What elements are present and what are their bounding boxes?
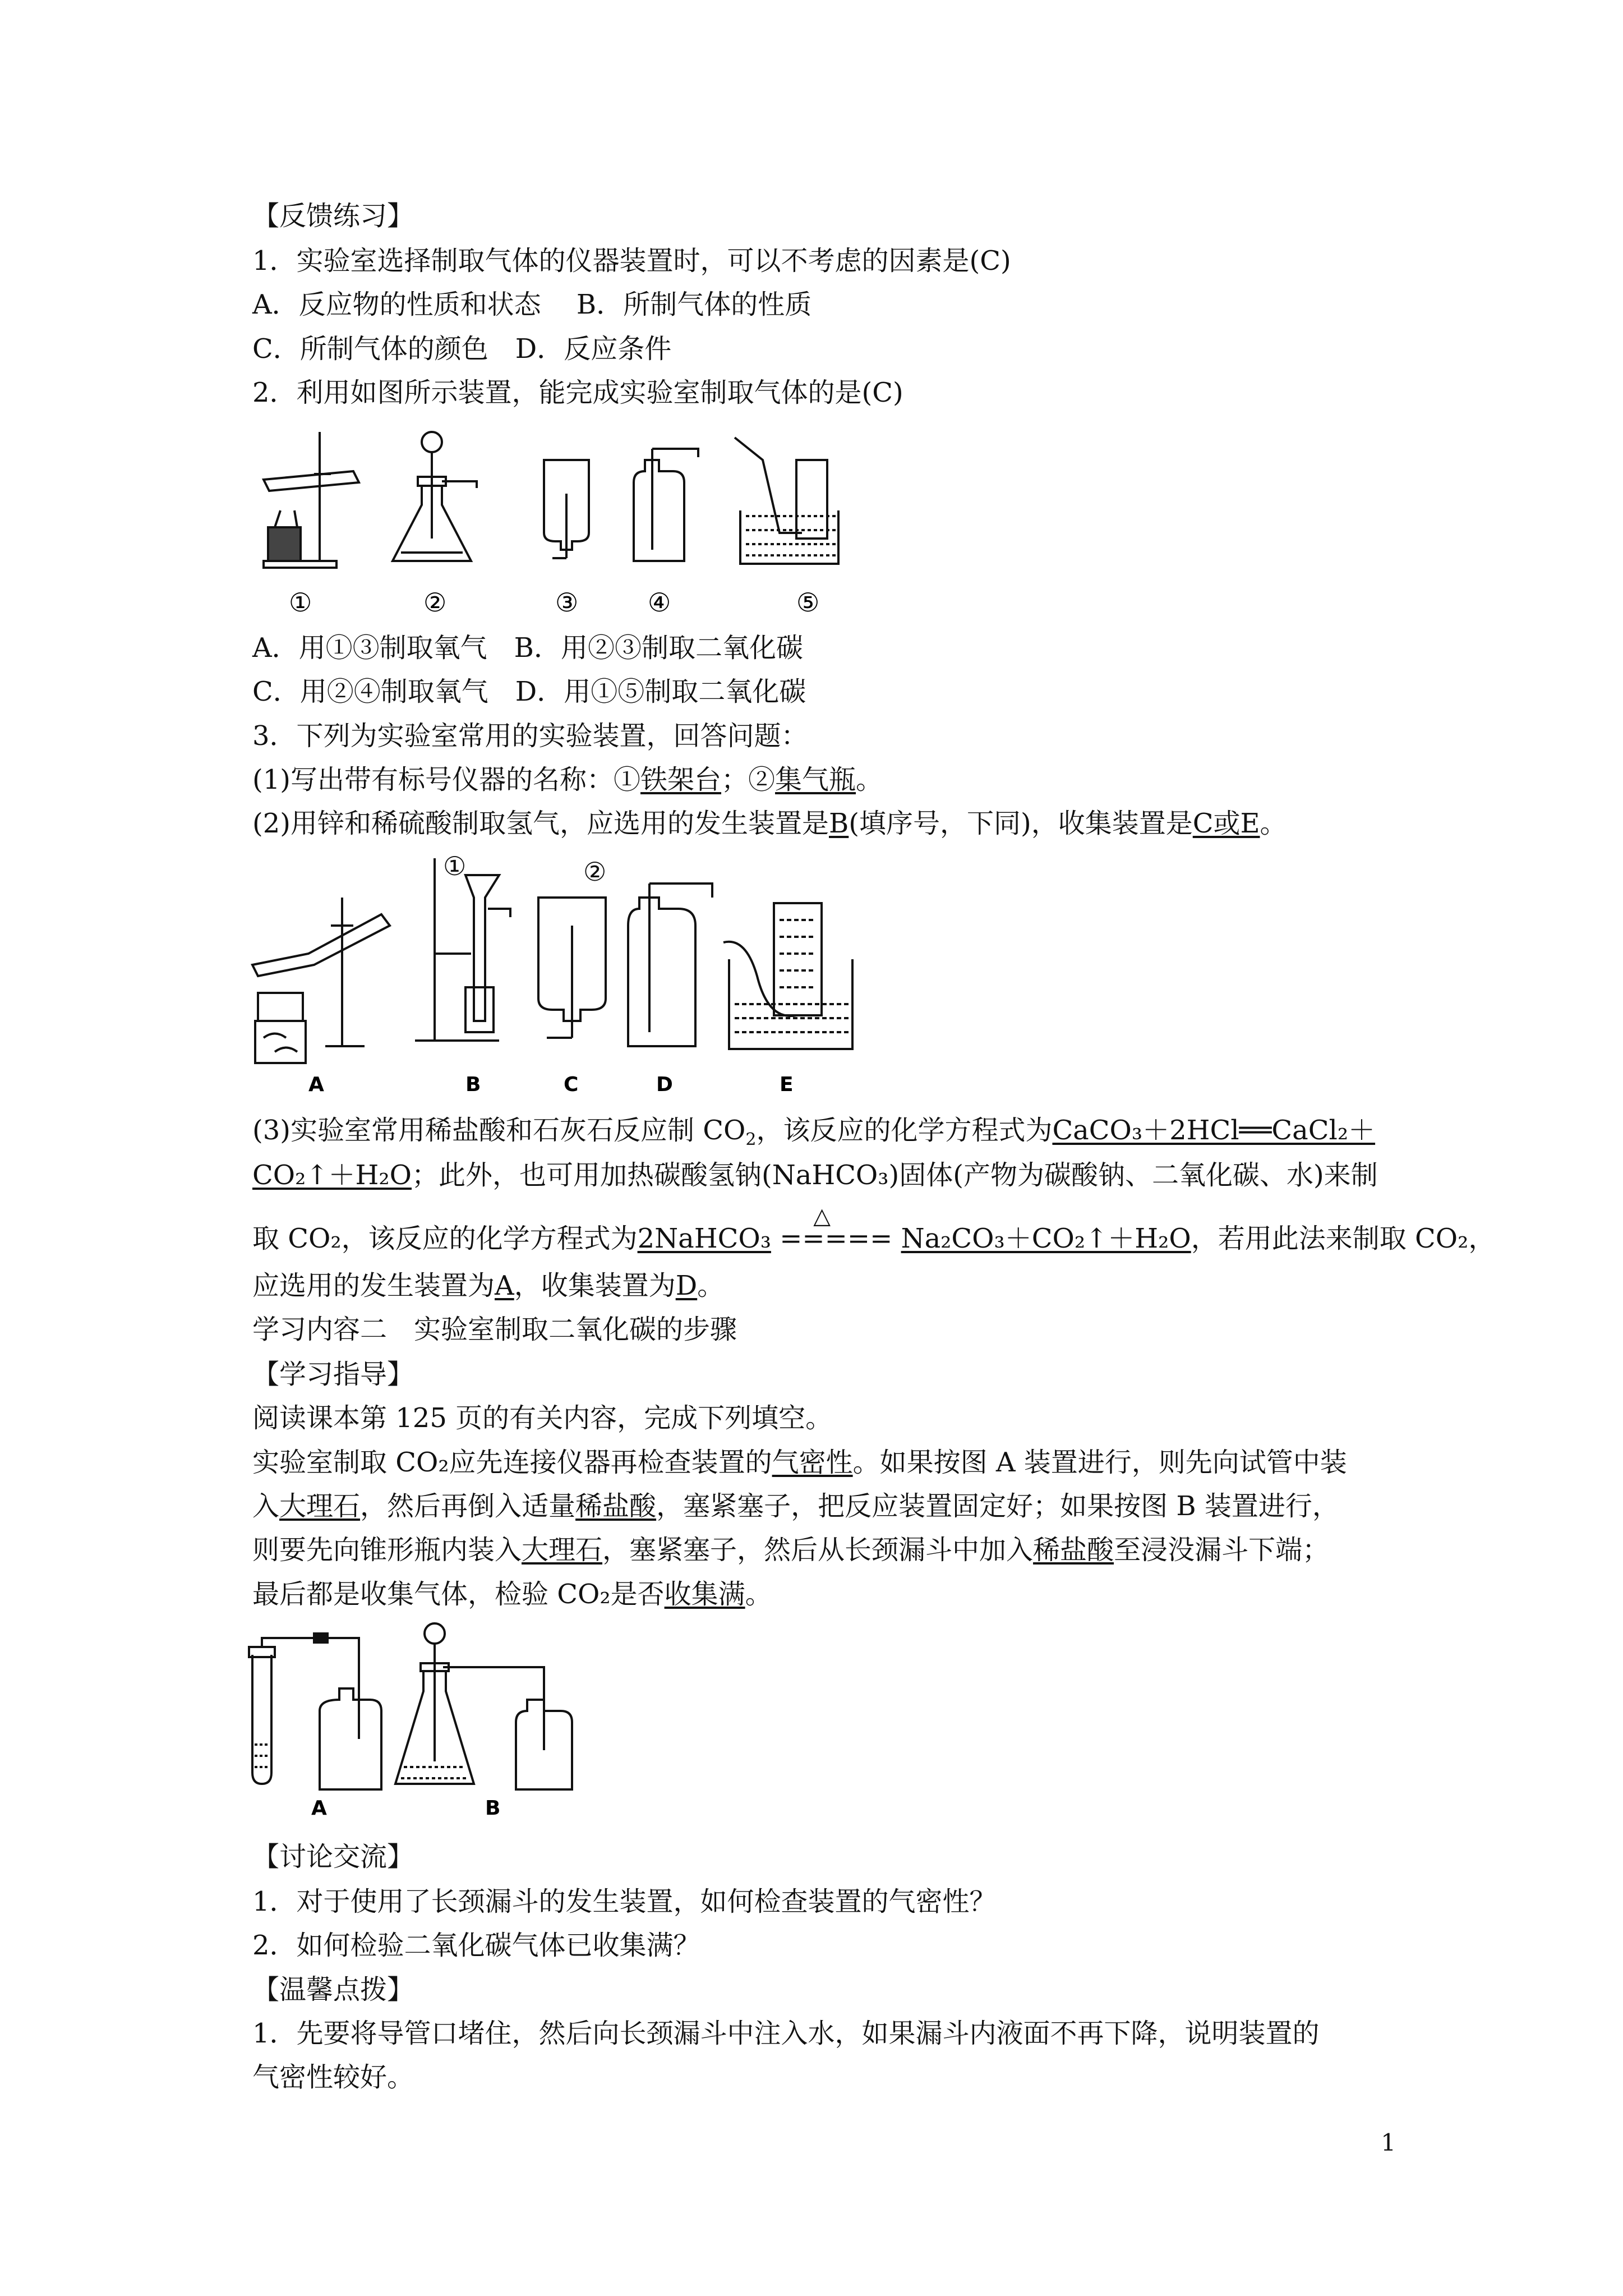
- figure-q3-apparatus: [241, 853, 869, 1099]
- figure-q2-apparatus: [241, 426, 886, 662]
- sg-l2-answer-1: 大理石: [279, 1490, 361, 1522]
- q3-p2-end: 。: [1260, 808, 1287, 839]
- sg-l2-text: 入: [252, 1490, 280, 1522]
- sg-l3-answer-1: 大理石: [522, 1534, 603, 1566]
- question-2-options-cd: C．用②④制取氧气 D．用①⑤制取二氧化碳: [252, 676, 806, 707]
- heading-discussion: 【讨论交流】: [252, 1841, 414, 1872]
- question-3-part-3-line-2: [252, 1158, 1378, 1192]
- heading-study-guide: 【学习指导】: [252, 1359, 414, 1390]
- sg-l2-mid: ，然后再倒入适量: [360, 1490, 576, 1522]
- q3-p1-text: (1)写出带有标号仪器的名称：①: [252, 764, 640, 795]
- q3-p3-equation-1a: CaCO₃＋2HCl══CaCl₂＋: [1052, 1115, 1376, 1146]
- fig-q3-label-b: B: [465, 1073, 481, 1096]
- q3-p3-text-4: ，若用此法来制取 CO₂，: [1191, 1223, 1496, 1254]
- sg-l4-end: 。: [745, 1579, 772, 1610]
- figure-co2-drawing: [241, 1621, 589, 1823]
- study-guide-line-1: [252, 1446, 1347, 1479]
- sg-l1-answer: 气密性: [772, 1447, 853, 1478]
- figure-q3-drawing: [241, 853, 869, 1099]
- tips-line-2: 气密性较好。: [252, 2062, 414, 2093]
- q3-p3-equation-2b: Na₂CO₃＋CO₂↑＋H₂O: [901, 1223, 1191, 1254]
- study-guide-line-2: [252, 1489, 1339, 1523]
- q3-p3-equation-1b: CO₂↑＋H₂O: [252, 1159, 412, 1191]
- question-2-options-ab: A．用①③制取氧气 B．用②③制取二氧化碳: [252, 632, 803, 664]
- page-number: 1: [1381, 2129, 1396, 2156]
- heating-equals-sign: [780, 1203, 893, 1255]
- q3-p3-answer-a: A: [495, 1270, 514, 1301]
- q3-p3-text-5: 应选用的发生装置为: [252, 1270, 495, 1301]
- q3-p2-answer-1: B: [829, 808, 849, 839]
- q3-p3-equation-2a: 2NaHCO₃: [637, 1223, 771, 1254]
- figure-q2-drawing: [241, 426, 886, 662]
- question-3-stem: 3．下列为实验室常用的实验装置，回答问题：: [252, 720, 808, 752]
- question-1-options-cd: C．所制气体的颜色 D．反应条件: [252, 333, 672, 365]
- fig-q3-label-e: E: [780, 1073, 794, 1096]
- q3-p2-text-mid: (填序号，下同)，收集装置是: [849, 808, 1193, 839]
- figure-co2-setup: [241, 1621, 589, 1823]
- q3-p2-answer-2: C或E: [1192, 808, 1260, 839]
- study-guide-line-3: [252, 1533, 1329, 1567]
- question-3-part-1: [252, 763, 883, 797]
- question-2-stem: 2．利用如图所示装置，能完成实验室制取气体的是(C): [252, 377, 903, 408]
- q3-p3-end: 。: [697, 1270, 725, 1301]
- sg-l1-rest: 。如果按图 A 装置进行，则先向试管中装: [852, 1447, 1347, 1478]
- q3-p2-text: (2)用锌和稀硫酸制取氢气，应选用的发生装置是: [252, 808, 829, 839]
- q3-p1-end: 。: [856, 764, 883, 795]
- q3-p3-text-2: ；此外，也可用加热碳酸氢钠(NaHCO₃)固体(产物为碳酸钠、二氧化碳、水)来制: [412, 1159, 1378, 1191]
- tips-line-1: 1．先要将导管口堵住，然后向长颈漏斗中注入水，如果漏斗内液面不再下降，说明装置的: [252, 2018, 1320, 2049]
- sg-l3-mid: ，塞紧塞子，然后从长颈漏斗中加入: [602, 1534, 1034, 1566]
- q3-p1-answer-1: 铁架台: [640, 764, 722, 795]
- fig-co2-label-b: B: [485, 1797, 501, 1820]
- fig-q3-label-c: C: [564, 1073, 579, 1096]
- question-3-part-3-line-4: [252, 1269, 724, 1303]
- q3-p3-answer-d: D: [675, 1270, 698, 1301]
- fig-q2-label-1: ①: [289, 587, 312, 618]
- q3-p1-answer-2: 集气瓶: [775, 764, 856, 795]
- study-guide-reading: 阅读课本第 125 页的有关内容，完成下列填空。: [252, 1402, 833, 1434]
- fig-q2-label-3: ③: [555, 587, 579, 618]
- fig-q3-mark-1: ①: [443, 853, 467, 881]
- fig-q3-label-a: A: [308, 1073, 324, 1096]
- discussion-question-1: 1．对于使用了长颈漏斗的发生装置，如何检查装置的气密性？: [252, 1886, 997, 1917]
- delta-icon: △: [813, 1203, 831, 1229]
- sg-l3-answer-2: 稀盐酸: [1033, 1534, 1114, 1566]
- q3-p3-text-mid: ，该反应的化学方程式为: [756, 1115, 1053, 1146]
- question-1-options-ab: A．反应物的性质和状态 B．所制气体的性质: [252, 289, 812, 320]
- study-guide-line-4: [252, 1577, 772, 1611]
- q3-p1-text-mid: ；②: [721, 764, 776, 795]
- fig-q2-label-5: ⑤: [796, 587, 820, 618]
- fig-q2-label-2: ②: [423, 587, 447, 618]
- q3-p3-text-3: 取 CO₂，该反应的化学方程式为: [252, 1223, 638, 1254]
- fig-q3-mark-2: ②: [583, 857, 607, 887]
- fig-q3-label-d: D: [656, 1073, 673, 1096]
- fig-q2-label-4: ④: [648, 587, 671, 618]
- heading-tips: 【温馨点拨】: [252, 1974, 414, 2005]
- sg-l4-text: 最后都是收集气体，检验 CO₂是否: [252, 1579, 665, 1610]
- sg-l3-rest: 至浸没漏斗下端；: [1114, 1534, 1330, 1566]
- question-3-part-2: [252, 807, 1287, 840]
- sg-l1-text: 实验室制取 CO₂应先连接仪器再检查装置的: [252, 1447, 772, 1478]
- fig-co2-label-a: A: [311, 1797, 327, 1820]
- discussion-question-2: 2．如何检验二氧化碳气体已收集满？: [252, 1930, 700, 1961]
- question-1-stem: 1．实验室选择制取气体的仪器装置时，可以不考虑的因素是(C): [252, 245, 1011, 277]
- q3-p3-text: (3)实验室常用稀盐酸和石灰石反应制 CO: [252, 1115, 746, 1146]
- equals-bar: =====: [780, 1223, 893, 1254]
- question-3-part-3-line-1: (3)实验室常用稀盐酸和石灰石反应制 $CO_2$，该反应的化学方程式为CaCO₃＋2HCl══CaCl₂＋: [252, 1115, 1376, 1149]
- section-2-title: 学习内容二 实验室制取二氧化碳的步骤: [252, 1314, 737, 1345]
- sg-l2-answer-2: 稀盐酸: [575, 1490, 657, 1522]
- sg-l4-answer: 收集满: [664, 1579, 745, 1610]
- q3-p3-text-6: ，收集装置为: [514, 1270, 676, 1301]
- question-3-part-3-line-3: [252, 1203, 1496, 1255]
- sg-l2-rest: ，塞紧塞子，把反应装置固定好；如果按图 B 装置进行，: [656, 1490, 1339, 1522]
- sg-l3-text: 则要先向锥形瓶内装入: [252, 1534, 522, 1566]
- heading-feedback: 【反馈练习】: [252, 200, 414, 232]
